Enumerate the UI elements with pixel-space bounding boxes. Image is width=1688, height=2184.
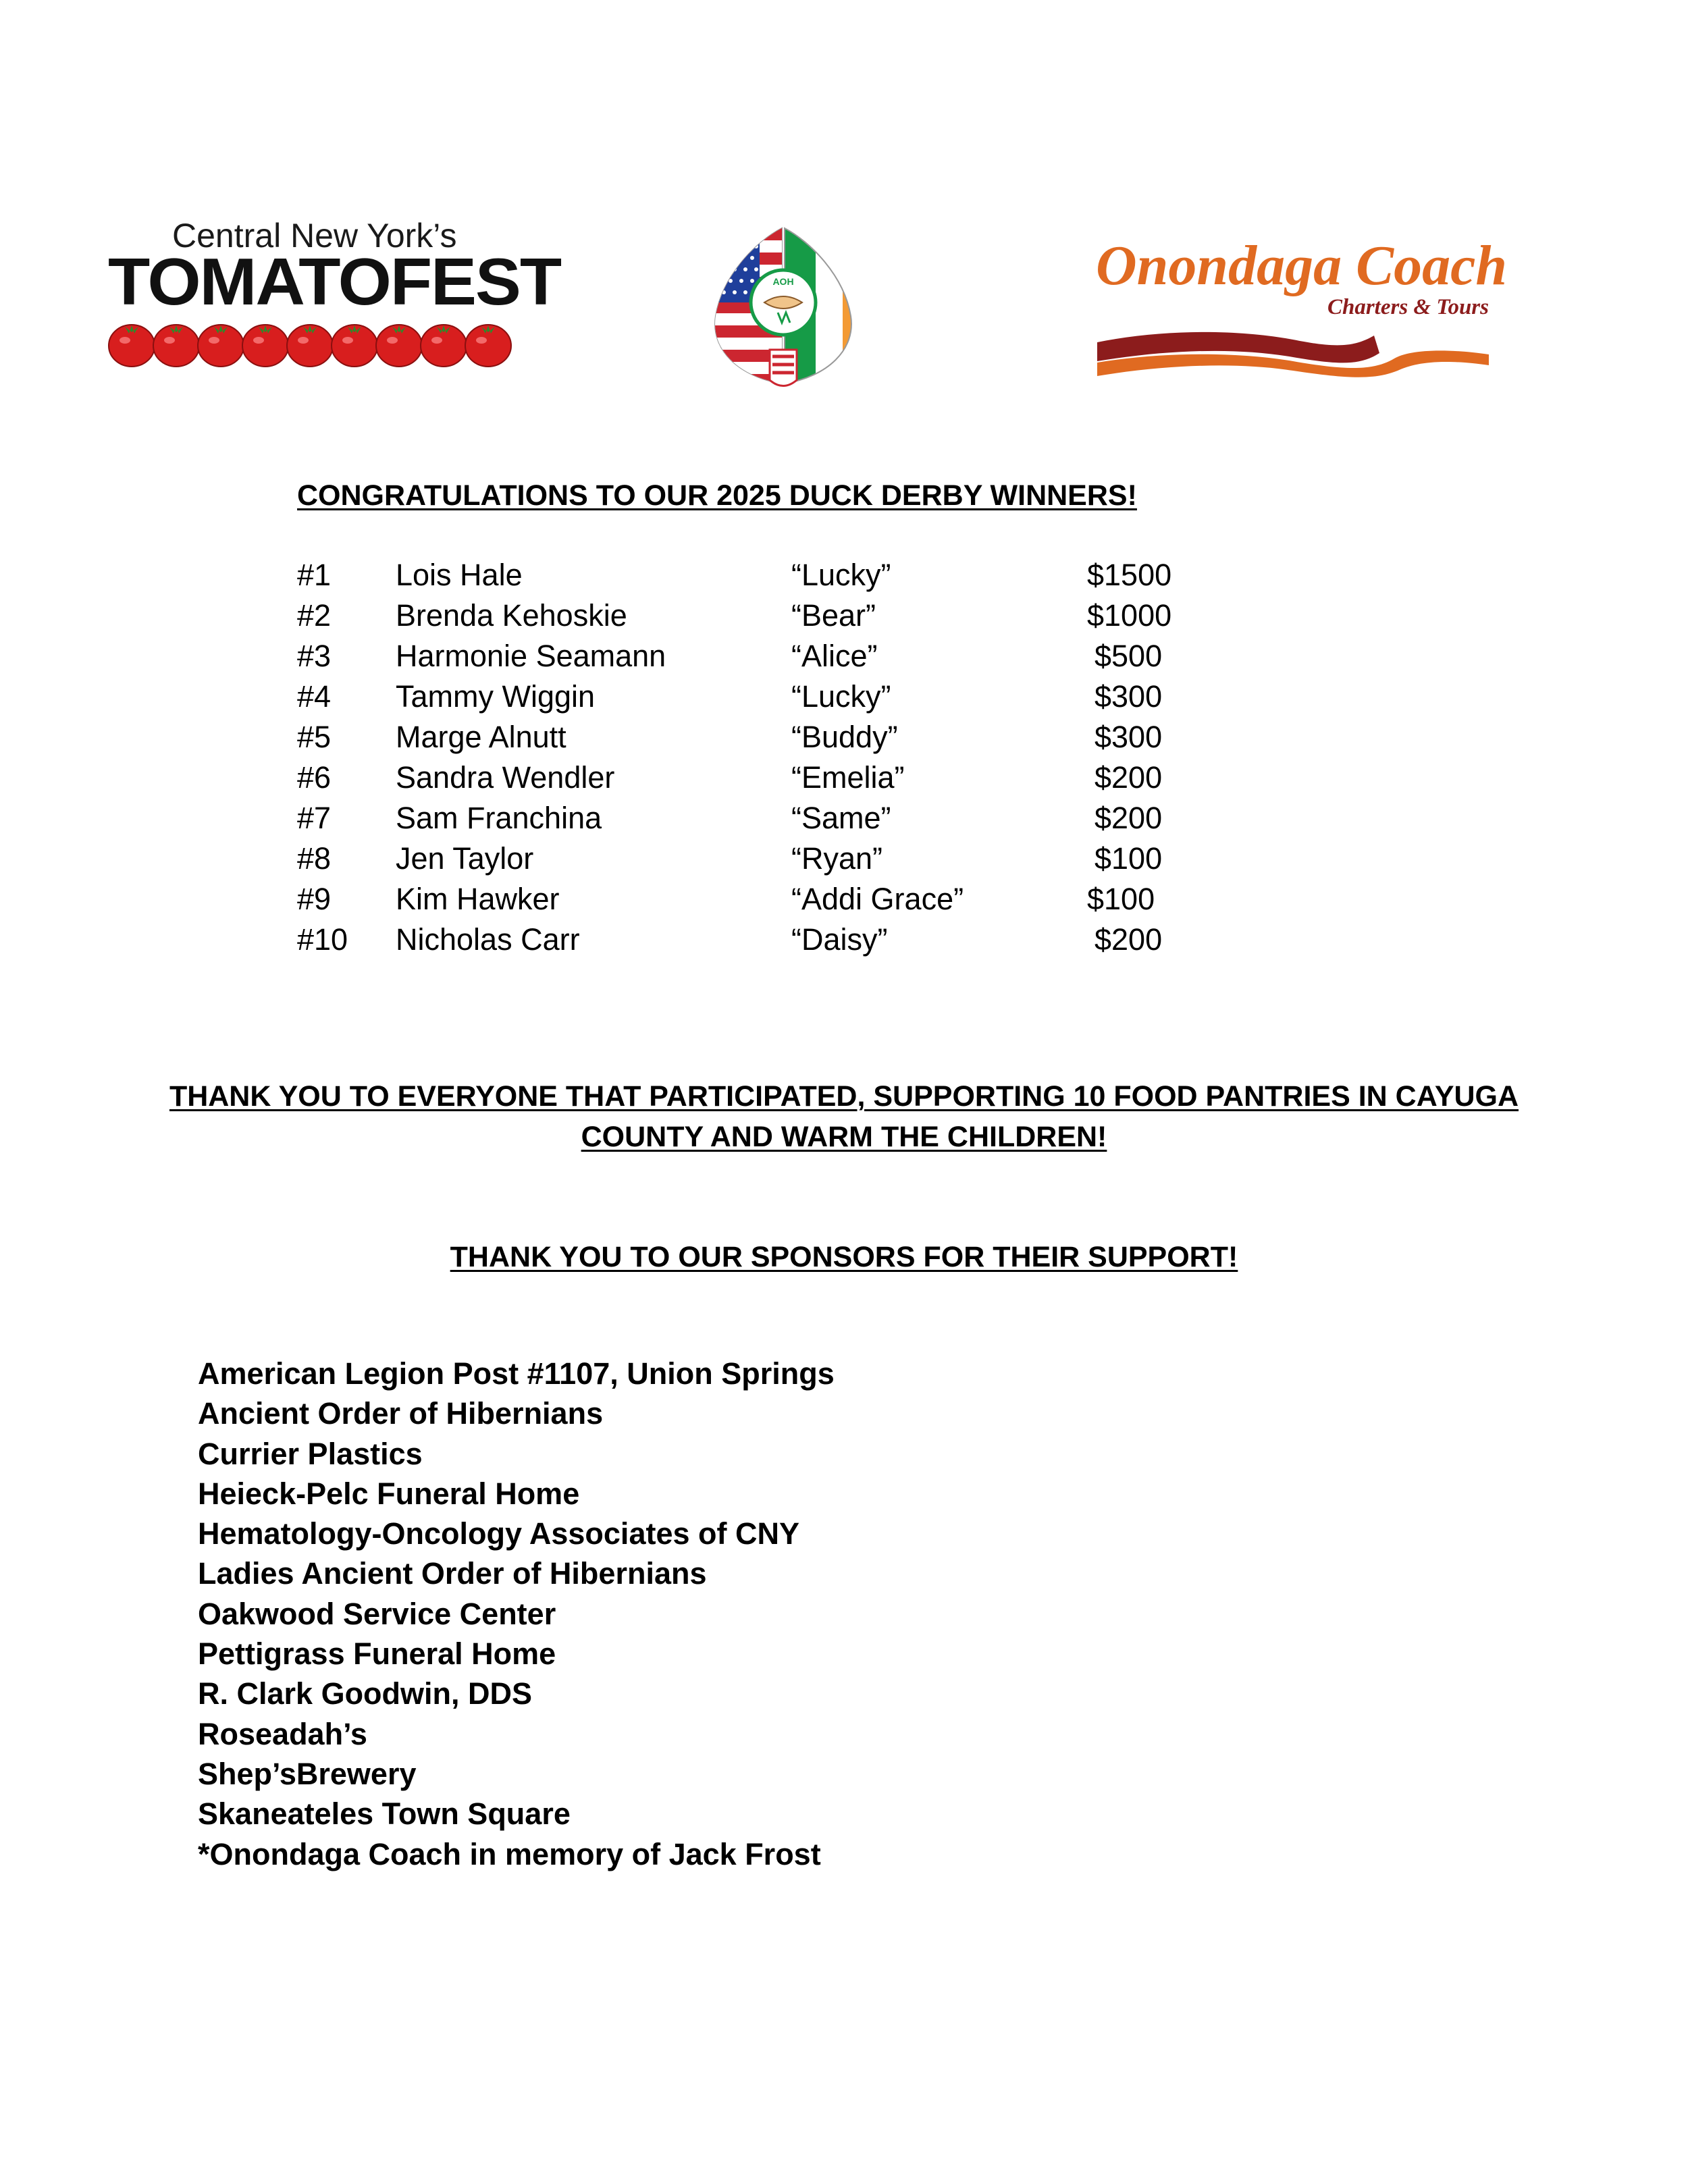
list-item: R. Clark Goodwin, DDS <box>198 1676 533 1711</box>
onondaga-coach-logo <box>1090 233 1508 378</box>
list-item: American Legion Post #1107, Union Springs <box>198 1356 835 1391</box>
winner-prize: $500 <box>1094 639 1163 673</box>
winner-name: Kim Hawker <box>396 882 560 916</box>
list-item: Hematology-Oncology Associates of CNY <box>198 1516 799 1551</box>
winner-name: Tammy Wiggin <box>396 679 596 714</box>
winner-rank: #7 <box>297 801 332 835</box>
winner-name: Brenda Kehoskie <box>396 598 627 633</box>
list-item: Roseadah’s <box>198 1716 367 1751</box>
winner-rank: #3 <box>297 639 332 673</box>
table-row <box>297 595 1256 636</box>
winner-duck-name: “Ryan” <box>791 841 883 876</box>
table-row <box>297 676 1256 717</box>
list-item: Currier Plastics <box>198 1436 423 1471</box>
list-item: *Onondaga Coach in memory of Jack Frost <box>198 1836 821 1871</box>
winner-prize: $100 <box>1094 841 1163 876</box>
winners-table <box>297 555 1256 960</box>
congrats-heading: CONGRATULATIONS TO OUR 2025 DUCK DERBY WINNERS! <box>297 479 1137 512</box>
winner-name: Sam Franchina <box>396 801 602 835</box>
winner-name: Jen Taylor <box>396 841 534 876</box>
winner-duck-name: “Lucky” <box>791 679 891 714</box>
onondaga-coach-tagline: Charters & Tours <box>1327 295 1489 319</box>
sponsors-list <box>198 1354 835 1874</box>
winner-prize: $100 <box>1087 882 1155 916</box>
winner-rank: #5 <box>297 720 332 754</box>
winner-name: Lois Hale <box>396 558 523 592</box>
winner-rank: #4 <box>297 679 332 714</box>
swoosh-graphic <box>1090 300 1489 378</box>
winner-name: Harmonie Seamann <box>396 639 666 673</box>
table-row <box>297 920 1256 960</box>
tomatofest-logo-line1: Central New York’s <box>172 217 457 255</box>
table-row <box>297 717 1256 757</box>
table-row <box>297 838 1256 879</box>
winner-duck-name: “Lucky” <box>791 558 891 592</box>
winner-duck-name: “Same” <box>791 801 891 835</box>
winner-prize: $300 <box>1094 679 1163 714</box>
thank-you-sponsors-heading: THANK YOU TO OUR SPONSORS FOR THEIR SUPPORT! <box>450 1241 1238 1273</box>
winner-rank: #9 <box>297 882 332 916</box>
table-row <box>297 757 1256 798</box>
winner-duck-name: “Emelia” <box>791 760 905 795</box>
winner-duck-name: “Buddy” <box>791 720 898 754</box>
table-row <box>297 879 1256 920</box>
table-row <box>297 555 1256 595</box>
winner-name: Nicholas Carr <box>396 922 580 957</box>
list-item: Heieck-Pelc Funeral Home <box>198 1476 580 1511</box>
winner-duck-name: “Bear” <box>791 598 876 633</box>
winner-rank: #6 <box>297 760 332 795</box>
winner-rank: #1 <box>297 558 332 592</box>
list-item: Oakwood Service Center <box>198 1596 556 1631</box>
tomatoes-graphic <box>108 311 513 375</box>
aoh-letters: AOH <box>772 276 794 287</box>
winner-prize: $200 <box>1094 801 1163 835</box>
list-item: Ancient Order of Hibernians <box>198 1396 604 1431</box>
list-item: Ladies Ancient Order of Hibernians <box>198 1556 707 1591</box>
winner-rank: #2 <box>297 598 332 633</box>
tomatofest-logo-line2: TOMATOFEST <box>108 244 561 319</box>
list-item: Skaneateles Town Square <box>198 1796 571 1832</box>
onondaga-coach-name: Onondaga Coach <box>1096 234 1508 297</box>
winner-name: Marge Alnutt <box>396 720 566 754</box>
thank-you-participants-heading: THANK YOU TO EVERYONE THAT PARTICIPATED, SUPPORTING 10 FOOD PANTRIES IN CAYUGA COUNTY AND WARM THE CHILDREN! <box>169 1080 1519 1153</box>
list-item: Pettigrass Funeral Home <box>198 1636 556 1672</box>
winner-duck-name: “Addi Grace” <box>791 882 964 916</box>
winner-prize: $1000 <box>1087 598 1172 633</box>
winner-duck-name: “Daisy” <box>791 922 888 957</box>
winner-prize: $300 <box>1094 720 1163 754</box>
table-row <box>297 798 1256 838</box>
winner-prize: $200 <box>1094 760 1163 795</box>
aoh-emblem-logo <box>702 215 864 394</box>
winner-name: Sandra Wendler <box>396 760 615 795</box>
tomatofest-logo <box>108 216 561 371</box>
winner-rank: #10 <box>297 922 348 957</box>
table-row <box>297 636 1256 676</box>
winner-duck-name: “Alice” <box>791 639 878 673</box>
winner-prize: $200 <box>1094 922 1163 957</box>
winner-prize: $1500 <box>1087 558 1172 592</box>
list-item: Shep’sBrewery <box>198 1756 417 1791</box>
winner-rank: #8 <box>297 841 332 876</box>
